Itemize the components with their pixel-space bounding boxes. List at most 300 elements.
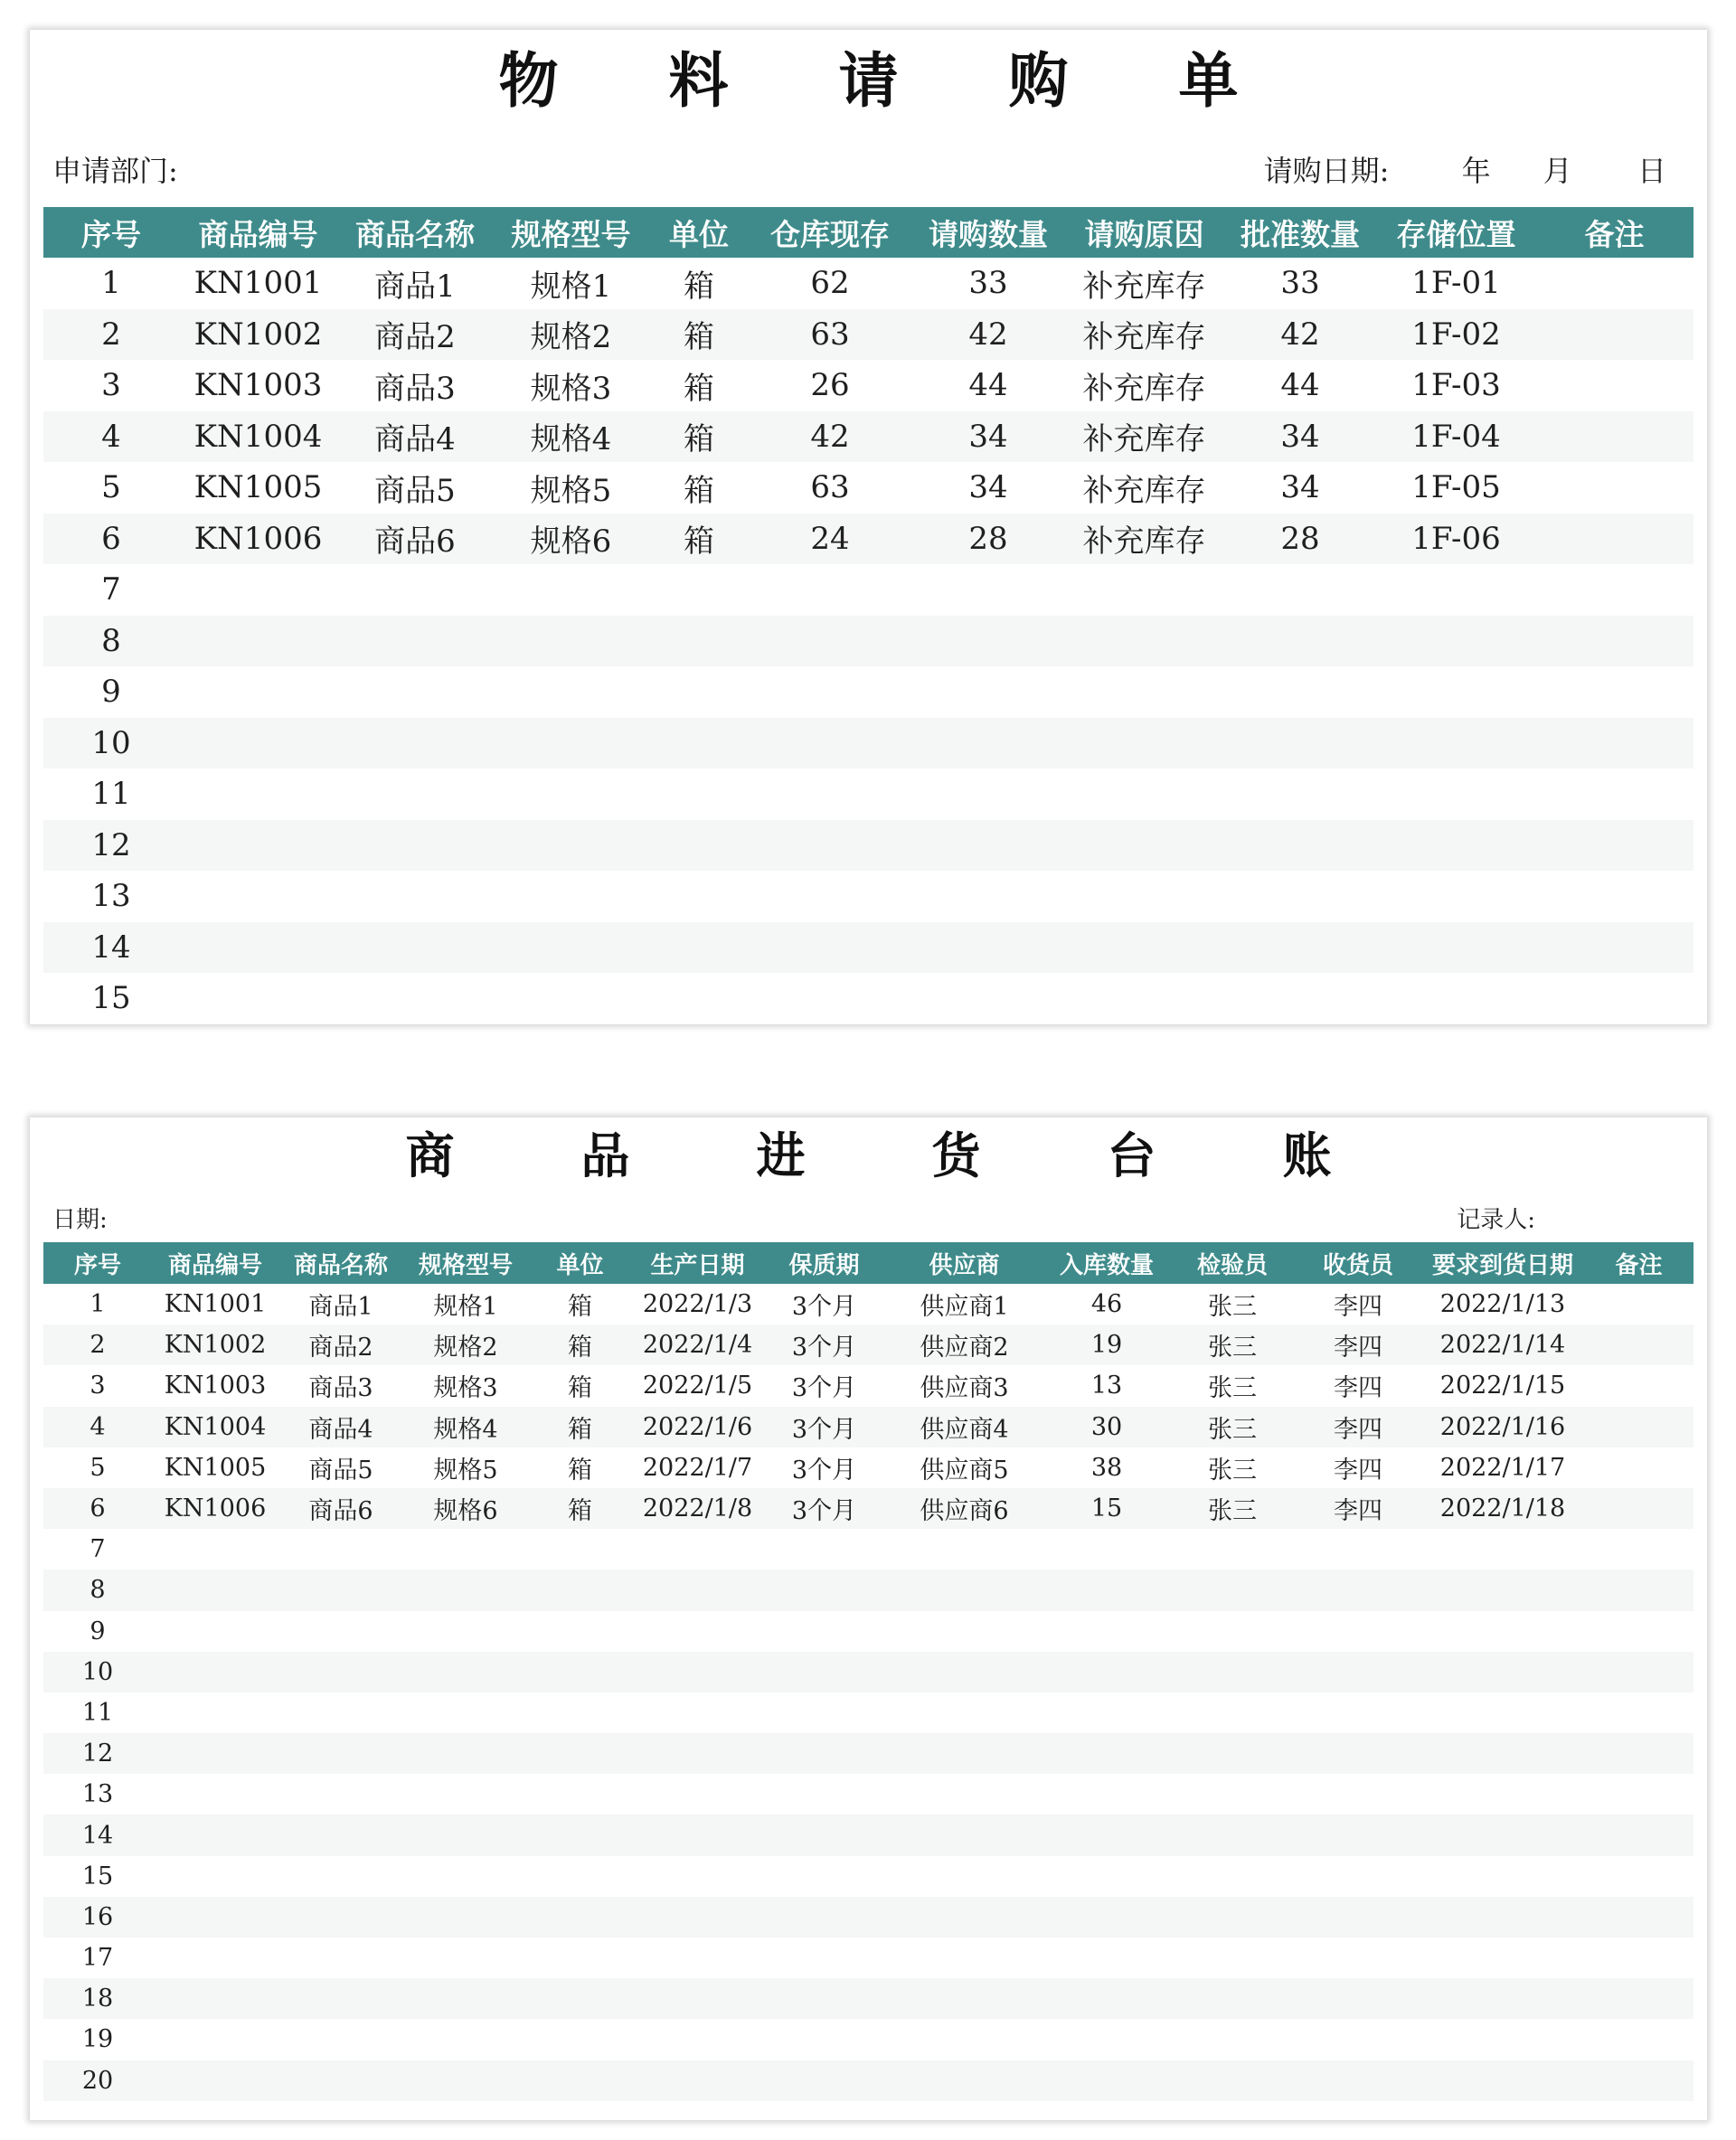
ledger-table-row (43, 1284, 1694, 1325)
ledger-table-cell (403, 1978, 528, 2019)
purchase-table-cell (749, 820, 911, 872)
purchase-table-cell (493, 616, 649, 667)
ledger-table-cell: 箱 (528, 1488, 632, 1529)
purchase-table-cell (1223, 871, 1377, 922)
purchase-table-row (43, 462, 1694, 514)
ledger-table-cell (1043, 1570, 1170, 1610)
ledger-table-cell (278, 1815, 403, 1855)
ledger-table-cell (1295, 1570, 1421, 1610)
ledger-table-cell (1584, 1652, 1694, 1692)
purchase-table-row (43, 973, 1694, 1024)
ledger-table-cell: KN1001 (164, 1290, 267, 1319)
purchase-table-cell (1377, 871, 1535, 922)
purchase-table-cell: 商品3 (374, 370, 456, 407)
stock-ledger (30, 1117, 1707, 2120)
ledger-table-cell (1170, 1611, 1295, 1652)
purchase-table-cell (1377, 718, 1535, 769)
ledger-table-cell (1421, 2060, 1584, 2101)
purchase-table-cell (1535, 922, 1694, 974)
ledger-table-cell: 李四 (1334, 1293, 1382, 1322)
ledger-table-row (43, 1897, 1694, 1937)
ledger-meta (43, 1193, 1694, 1242)
ledger-table-cell (403, 1815, 528, 1855)
ledger-table-cell (763, 1815, 885, 1855)
ledger-table-cell: 商品1 (308, 1293, 373, 1322)
ledger-table-cell: 3个月 (791, 1456, 857, 1485)
purchase-table-cell: 补充库存 (1082, 268, 1206, 305)
ledger-table-cell: 2022/1/15 (1439, 1372, 1566, 1400)
purchase-table-col-header: 备注 (1535, 207, 1694, 258)
ledger-table-cell (152, 1978, 278, 2019)
purchase-table-cell (1377, 666, 1535, 718)
ledger-table-col-header: 保质期 (763, 1242, 885, 1284)
ledger-table-cell (528, 1815, 632, 1855)
purchase-table-cell: 箱 (649, 411, 749, 463)
ledger-table-cell (632, 1856, 763, 1897)
ledger-table-row (43, 1774, 1694, 1815)
purchase-table-cell (1535, 768, 1694, 820)
ledger-table-header (43, 1242, 1694, 1284)
purchase-table-cell: 箱 (684, 472, 714, 509)
purchase-table-cell: 规格3 (530, 370, 612, 407)
purchase-table-cell: 28 (911, 514, 1065, 565)
purchase-table-cell: 34 (1280, 469, 1320, 506)
ledger-table-row (43, 1529, 1694, 1570)
purchase-table-cell (1065, 973, 1223, 1024)
purchase-table-cell (1377, 616, 1535, 667)
ledger-table-cell (152, 1570, 278, 1610)
ledger-table-cell (1295, 1897, 1421, 1937)
ledger-table-cell: 商品4 (278, 1407, 403, 1447)
ledger-table-cell (885, 1611, 1043, 1652)
purchase-table-cell (649, 973, 749, 1024)
ledger-table-cell (278, 1529, 403, 1570)
ledger-table-cell: 商品5 (308, 1456, 373, 1485)
ledger-table-cell: 2022/1/16 (1421, 1407, 1584, 1447)
ledger-table-cell (152, 1733, 278, 1774)
purchase-table (43, 207, 1694, 1024)
ledger-table-cell (1584, 1937, 1694, 1978)
ledger-table-cell (632, 1815, 763, 1855)
purchase-table-cell: 补充库存 (1082, 370, 1206, 407)
purchase-table-cell: 规格1 (530, 268, 612, 305)
ledger-table-row (43, 1325, 1694, 1365)
ledger-table-cell: 14 (43, 1815, 152, 1855)
purchase-table-cell (337, 666, 493, 718)
ledger-table-cell (1584, 1611, 1694, 1652)
ledger-table-cell (1170, 2019, 1295, 2060)
ledger-table-cell (885, 1774, 1043, 1815)
ledger-table-col-header: 商品编号 (152, 1242, 278, 1284)
ledger-table-cell (1584, 1978, 1694, 2019)
ledger-table-cell (528, 1937, 632, 1978)
ledger-table-cell (403, 1856, 528, 1897)
ledger-table-cell: 张三 (1170, 1407, 1295, 1447)
purchase-request-form (30, 30, 1707, 1024)
ledger-table-col-header: 备注 (1584, 1242, 1694, 1284)
ledger-table-cell (1170, 1815, 1295, 1855)
ledger-table-cell: 李四 (1295, 1488, 1421, 1529)
purchase-table-cell: 2 (43, 309, 179, 361)
purchase-table-cell: 商品4 (337, 411, 493, 463)
ledger-table-row (43, 1692, 1694, 1733)
ledger-table-cell (1421, 2019, 1584, 2060)
purchase-table-cell: 1F-02 (1377, 309, 1535, 361)
purchase-table-cell (911, 973, 1065, 1024)
ledger-table-cell (885, 1978, 1043, 2019)
purchase-table-col-header: 商品编号 (179, 207, 337, 258)
purchase-table-cell: 1F-01 (1411, 265, 1501, 302)
ledger-table-cell: 4 (43, 1407, 152, 1447)
purchase-table-cell (337, 564, 493, 616)
purchase-table-cell (179, 973, 337, 1024)
department-label: 申请部门: (52, 154, 178, 188)
purchase-table-cell: 1F-05 (1411, 469, 1501, 506)
ledger-table-cell: 6 (43, 1488, 152, 1529)
ledger-table-cell (632, 1652, 763, 1692)
purchase-table-col-header: 存储位置 (1377, 207, 1535, 258)
ledger-table-cell (1421, 1815, 1584, 1855)
ledger-table-cell: 1 (90, 1290, 106, 1319)
ledger-table-cell: 商品2 (278, 1325, 403, 1365)
ledger-table-cell (528, 1897, 632, 1937)
purchase-table-cell (337, 616, 493, 667)
ledger-table-cell (1170, 1733, 1295, 1774)
purchase-table-cell (749, 973, 911, 1024)
purchase-table-cell: 9 (101, 674, 121, 711)
ledger-table-cell: 张三 (1170, 1325, 1295, 1365)
purchase-table-cell: 34 (968, 469, 1008, 506)
purchase-table-cell (493, 922, 649, 974)
ledger-table-cell (1421, 1856, 1584, 1897)
purchase-table-cell (1535, 514, 1694, 565)
purchase-table-cell (749, 616, 911, 667)
purchase-table-cell (493, 973, 649, 1024)
ledger-table-cell: 张三 (1208, 1293, 1257, 1322)
ledger-table-cell (763, 1774, 885, 1815)
purchase-table-cell: 8 (43, 616, 179, 667)
purchase-table-cell (1223, 718, 1377, 769)
ledger-date-label: 日期: (52, 1206, 108, 1234)
ledger-table-cell (1584, 1365, 1694, 1406)
ledger-table-cell: 13 (1090, 1372, 1123, 1400)
ledger-table-row (43, 1978, 1694, 2019)
ledger-table-cell: KN1006 (152, 1488, 278, 1529)
purchase-table-cell (493, 718, 649, 769)
ledger-table-cell (1584, 1407, 1694, 1447)
ledger-table-cell: KN1005 (164, 1453, 267, 1482)
purchase-table-col-header: 规格型号 (493, 207, 649, 258)
purchase-table-cell: 11 (91, 776, 131, 813)
ledger-table-row (43, 1815, 1694, 1855)
purchase-table-cell (749, 768, 911, 820)
ledger-table-col-header: 检验员 (1170, 1242, 1295, 1284)
ledger-table-cell (1421, 1733, 1584, 1774)
ledger-table-cell (1421, 1529, 1584, 1570)
ledger-table-cell (1421, 1570, 1584, 1610)
ledger-table-cell (632, 1611, 763, 1652)
ledger-table-cell: 张三 (1170, 1488, 1295, 1529)
ledger-table-cell (1421, 1897, 1584, 1937)
purchase-table-cell (1065, 616, 1223, 667)
purchase-table-cell (1535, 973, 1694, 1024)
ledger-table-cell (763, 1733, 885, 1774)
purchase-table-cell: 商品5 (374, 472, 456, 509)
purchase-table-cell (337, 820, 493, 872)
ledger-table-cell: 19 (81, 2025, 114, 2054)
purchase-table-row (43, 871, 1694, 922)
purchase-table-cell (179, 616, 337, 667)
purchase-table-cell: 商品2 (337, 309, 493, 361)
purchase-table-cell (911, 871, 1065, 922)
ledger-table-cell (1170, 1692, 1295, 1733)
ledger-table-cell (528, 1978, 632, 2019)
ledger-table-cell (1170, 1856, 1295, 1897)
ledger-table-cell: 2022/1/18 (1421, 1488, 1584, 1529)
ledger-table-cell (632, 1692, 763, 1733)
ledger-table-cell (403, 1529, 528, 1570)
ledger-table-cell (403, 1692, 528, 1733)
ledger-table-cell (403, 1652, 528, 1692)
ledger-table-cell: 张三 (1208, 1456, 1257, 1485)
purchase-table-cell (1535, 718, 1694, 769)
purchase-table-cell (1223, 616, 1377, 667)
ledger-table-row (43, 2019, 1694, 2060)
purchase-table-cell (649, 718, 749, 769)
purchase-table-cell (649, 768, 749, 820)
ledger-table-cell (885, 1897, 1043, 1937)
purchase-table-cell (1065, 820, 1223, 872)
ledger-table-cell (1295, 2019, 1421, 2060)
ledger-table-cell: 供应商2 (885, 1325, 1043, 1365)
purchase-table-cell (1535, 309, 1694, 361)
ledger-table-cell: 13 (81, 1780, 114, 1809)
ledger-table-cell (885, 1529, 1043, 1570)
ledger-table-cell (1170, 1937, 1295, 1978)
purchase-table-cell (1377, 922, 1535, 974)
ledger-table-cell: KN1003 (164, 1372, 267, 1400)
purchase-form-title: 物料请购单 (498, 45, 1349, 116)
purchase-table-cell: 规格5 (530, 472, 612, 509)
month-label: 月 (1543, 154, 1572, 188)
ledger-table-cell (278, 1978, 403, 2019)
ledger-table-cell (1295, 1937, 1421, 1978)
ledger-table-cell: 规格3 (433, 1374, 498, 1403)
ledger-table-row (43, 1937, 1694, 1978)
purchase-table-row (43, 514, 1694, 565)
ledger-table-cell (1295, 1856, 1421, 1897)
ledger-table-cell (1043, 1897, 1170, 1937)
ledger-table-cell (1170, 1652, 1295, 1692)
purchase-form-meta (43, 131, 1694, 207)
purchase-table-cell: 14 (43, 922, 179, 974)
purchase-table-cell: KN1004 (179, 411, 337, 463)
ledger-table-row (43, 1488, 1694, 1529)
purchase-table-cell (1535, 820, 1694, 872)
ledger-table-cell (763, 2060, 885, 2101)
ledger-table-cell (1170, 1774, 1295, 1815)
ledger-table-cell (278, 1856, 403, 1897)
ledger-table-cell (1043, 2019, 1170, 2060)
ledger-table-cell: 2022/1/17 (1439, 1453, 1566, 1482)
ledger-table-cell: 7 (90, 1535, 106, 1564)
ledger-table (43, 1242, 1694, 2101)
purchase-table-row (43, 768, 1694, 820)
ledger-table-cell (1584, 1325, 1694, 1365)
ledger-table-cell: KN1002 (152, 1325, 278, 1365)
ledger-table-cell: 商品3 (308, 1374, 373, 1403)
ledger-table-cell (1584, 1284, 1694, 1325)
ledger-table-cell: 3 (90, 1372, 106, 1400)
ledger-table-cell (528, 1529, 632, 1570)
ledger-table-cell (152, 1529, 278, 1570)
purchase-table-cell: 34 (911, 411, 1065, 463)
purchase-table-cell (493, 564, 649, 616)
purchase-table-cell (1535, 871, 1694, 922)
ledger-table-cell (1043, 1692, 1170, 1733)
ledger-table-cell: 20 (43, 2060, 152, 2101)
ledger-table-cell (152, 1815, 278, 1855)
ledger-table-cell (152, 1652, 278, 1692)
ledger-table-cell (403, 2060, 528, 2101)
purchase-table-cell (179, 922, 337, 974)
ledger-table-cell: 3个月 (791, 1293, 857, 1322)
ledger-table-cell (1043, 1815, 1170, 1855)
ledger-table-cell (1584, 1774, 1694, 1815)
purchase-table-cell (1065, 718, 1223, 769)
ledger-table-cell (1584, 1488, 1694, 1529)
purchase-table-cell: 规格2 (493, 309, 649, 361)
purchase-table-cell: 42 (1223, 309, 1377, 361)
ledger-table-cell (1170, 1897, 1295, 1937)
ledger-table-cell (763, 1570, 885, 1610)
purchase-table-row (43, 820, 1694, 872)
ledger-table-cell (278, 1692, 403, 1733)
purchase-table-col-header: 请购原因 (1065, 207, 1223, 258)
ledger-table-cell (1421, 1978, 1584, 2019)
ledger-table-row (43, 1733, 1694, 1774)
purchase-table-cell (337, 922, 493, 974)
ledger-table-cell: 规格2 (403, 1325, 528, 1365)
ledger-table-cell: 供应商6 (885, 1488, 1043, 1529)
ledger-table-cell: 箱 (528, 1407, 632, 1447)
purchase-table-cell (1377, 768, 1535, 820)
ledger-table-cell (1584, 1733, 1694, 1774)
ledger-table-cell (1584, 2060, 1694, 2101)
purchase-table-cell (1223, 820, 1377, 872)
ledger-table-cell (763, 1856, 885, 1897)
ledger-table-cell: 5 (90, 1453, 106, 1482)
purchase-table-cell: 3 (101, 367, 121, 404)
ledger-table-col-header: 供应商 (885, 1242, 1043, 1284)
ledger-table-cell (763, 1978, 885, 2019)
purchase-table-cell (1535, 258, 1694, 309)
ledger-table-cell (1584, 1897, 1694, 1937)
ledger-table-cell (632, 1529, 763, 1570)
ledger-table-cell: 30 (1043, 1407, 1170, 1447)
ledger-table-cell (885, 2060, 1043, 2101)
purchase-table-row (43, 564, 1694, 616)
ledger-table-cell (763, 1652, 885, 1692)
ledger-table-row (43, 1407, 1694, 1447)
ledger-table-cell (403, 1733, 528, 1774)
ledger-table-cell: 12 (43, 1733, 152, 1774)
ledger-table-row (43, 1365, 1694, 1406)
ledger-table-cell (278, 1652, 403, 1692)
ledger-table-cell: 2022/1/14 (1421, 1325, 1584, 1365)
ledger-table-cell (278, 1570, 403, 1610)
purchase-table-cell (493, 666, 649, 718)
ledger-table-cell (1421, 1774, 1584, 1815)
purchase-table-col-header: 序号 (43, 207, 179, 258)
ledger-title: 商品进货台账 (405, 1127, 1458, 1184)
purchase-table-cell: 箱 (684, 268, 714, 305)
purchase-table-cell (1223, 922, 1377, 974)
ledger-table-cell (1584, 1692, 1694, 1733)
purchase-table-cell (1535, 564, 1694, 616)
purchase-table-cell (649, 564, 749, 616)
ledger-table-cell: 17 (81, 1944, 114, 1973)
ledger-table-cell (1584, 1529, 1694, 1570)
ledger-table-cell: 李四 (1334, 1456, 1382, 1485)
purchase-table-row (43, 309, 1694, 361)
ledger-table-cell (528, 1611, 632, 1652)
purchase-table-cell (179, 768, 337, 820)
purchase-table-cell: 补充库存 (1065, 411, 1223, 463)
purchase-table-cell: 7 (101, 571, 121, 608)
ledger-table-cell (1170, 1978, 1295, 2019)
ledger-table-cell: 2022/1/6 (632, 1407, 763, 1447)
purchase-table-cell (337, 973, 493, 1024)
ledger-table-cell (528, 1733, 632, 1774)
purchase-table-cell: 1F-06 (1377, 514, 1535, 565)
ledger-table-cell: 3个月 (791, 1374, 857, 1403)
ledger-table-cell (885, 1652, 1043, 1692)
purchase-table-cell: 10 (43, 718, 179, 769)
ledger-table-cell (763, 1611, 885, 1652)
ledger-table-cell: KN1004 (152, 1407, 278, 1447)
ledger-table-cell: 3个月 (763, 1407, 885, 1447)
ledger-table-cell (632, 1937, 763, 1978)
ledger-table-cell (1584, 1815, 1694, 1855)
ledger-table-cell: 46 (1090, 1290, 1123, 1319)
ledger-table-cell (1043, 1733, 1170, 1774)
purchase-table-cell (1535, 666, 1694, 718)
ledger-table-cell (1295, 1978, 1421, 2019)
ledger-table-cell (1295, 1529, 1421, 1570)
ledger-table-cell: 箱 (528, 1325, 632, 1365)
request-date-label: 请购日期: (1263, 154, 1390, 188)
ledger-table-cell (885, 1692, 1043, 1733)
ledger-table-cell (1421, 1937, 1584, 1978)
purchase-table-cell (179, 718, 337, 769)
purchase-table-cell: KN1006 (179, 514, 337, 565)
ledger-table-cell (1295, 1815, 1421, 1855)
ledger-table-cell (528, 2060, 632, 2101)
purchase-table-cell (337, 871, 493, 922)
ledger-table-col-header: 入库数量 (1043, 1242, 1170, 1284)
ledger-table-cell (403, 2019, 528, 2060)
purchase-table-cell: 42 (749, 411, 911, 463)
purchase-table-cell: 34 (1223, 411, 1377, 463)
ledger-table-cell (763, 1897, 885, 1937)
ledger-table-cell (885, 1937, 1043, 1978)
ledger-table-cell (403, 1570, 528, 1610)
ledger-table-cell (1043, 1529, 1170, 1570)
ledger-table-cell (1043, 1937, 1170, 1978)
ledger-table-cell: 规格6 (403, 1488, 528, 1529)
purchase-table-cell (911, 666, 1065, 718)
